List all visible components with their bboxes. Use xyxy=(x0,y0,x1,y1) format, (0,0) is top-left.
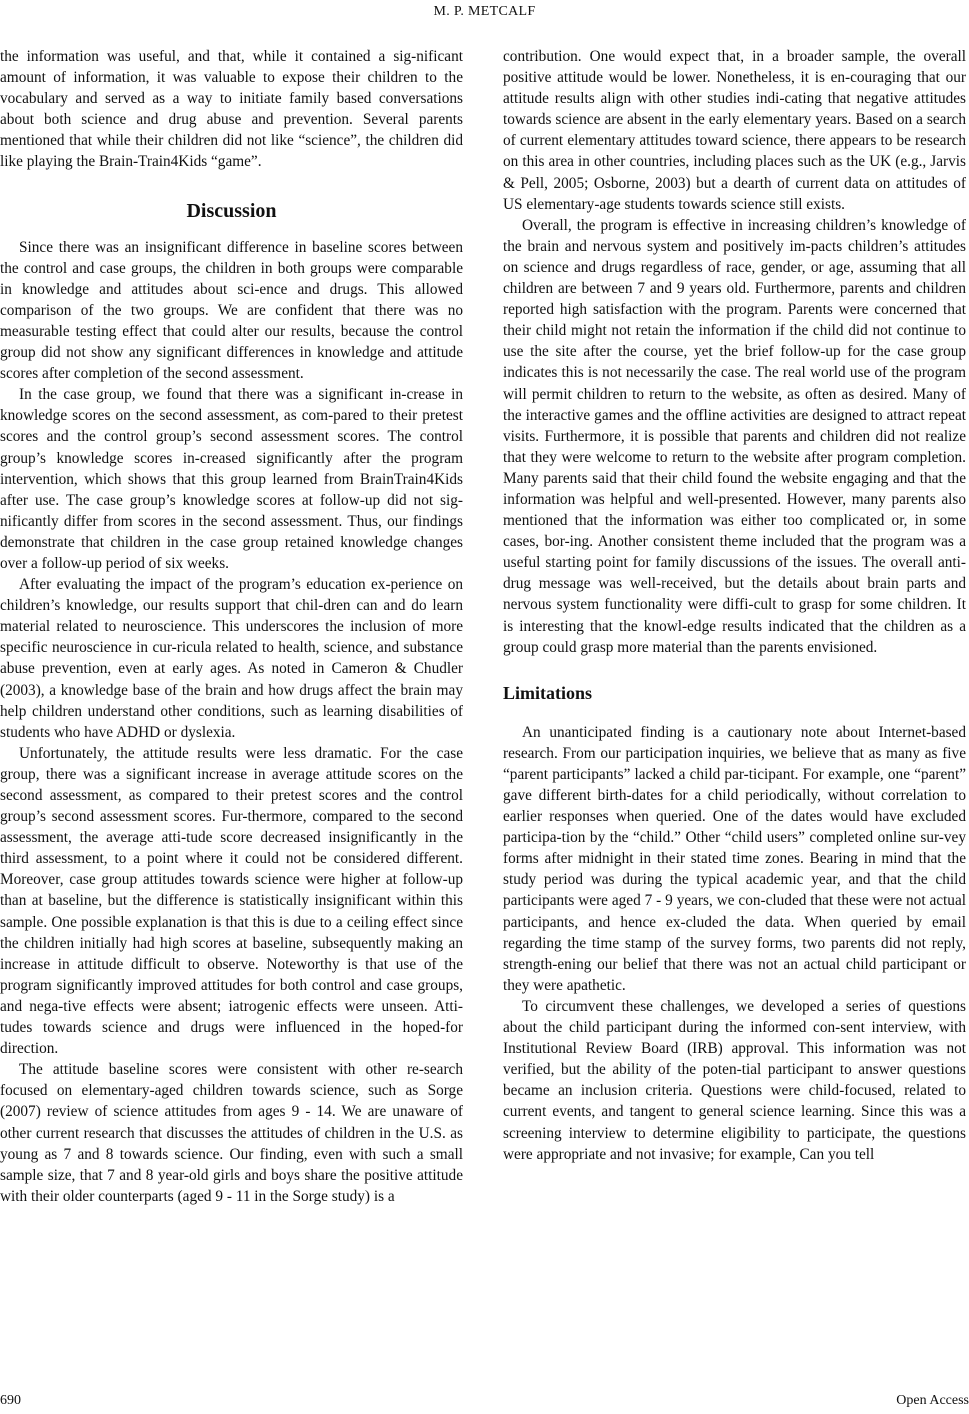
paragraph: After evaluating the impact of the program’s education ex-perience on children’s knowledge, our results support that chil-dren can and do learn material related to neuroscience. This underscores the inclusion of more specific neuroscience in cur-ricula related to health, science, and substance abuse prevention, even at early ages. As noted in Cameron & Chudler (2003), a knowledge base of the brain and how drugs affect the brain may help children understand other conditions, such as learning disabilities of students who have ADHD or dyslexia. xyxy=(0,576,463,741)
section-heading-limitations: Limitations xyxy=(503,682,593,703)
paragraph: The attitude baseline scores were consistent with other re-search focused on elementary-aged children towards science, such as Sorge (2007) review of science attitudes from ages 9 - 14. We are unaware of other current research that discusses the attitudes of children in the U.S. as young as 7 and 8 towards science. Our finding, even with such a small sample size, that 7 and 8 year-old girls and boys share the positive attitude with their older counterparts (aged 9 - 11 in the Sorge study) is a xyxy=(0,1061,463,1205)
right-column xyxy=(503,46,966,1165)
page-number: 690 xyxy=(0,1393,21,1408)
paragraph: Overall, the program is effective in increasing children’s knowledge of the brain and nervous system and positively im-pacts children’s attitudes on science and drugs regardless of race, gender, or age, assuming that all children are between 7 and 9 years old. Furthermore, parents and children reported high satisfaction with the program. Parents were concerned that their child might not retain the information if the child did not continue to use the site after the course, yet the brief follow-up for the case group indicates this is not necessarily the case. The real world use of the program will permit children to return to the website, as often as desired. Many of the interactive games and the offline activities are designed to attract repeat visits. Furthermore, it is possible that parents and children did not realize that they were welcome to return to the website after program completion. Many parents said that their child found the website engaging and that the information was helpful and well-presented. However, many parents also mentioned that the information was either too complicated or, in some cases, bor-ing. Another consistent theme included that the program was a useful starting point for family discussions of the issues. The overall anti-drug message was well-received, but the details about brain parts and nervous system functionality were diffi-cult to grasp for some children. It is interesting that the knowl-edge results indicated that the children as a group could grasp more material than the parents envisioned. xyxy=(503,216,966,656)
left-column xyxy=(0,46,463,1207)
paragraph: To circumvent these challenges, we developed a series of questions about the child participant during the informed con-sent interview, with Institutional Review Board (IRB) approval. This information was not verified, but the ability of the poten-tial participant to answer questions became an inclusion criteria. Questions were child-focused, related to current events, and tangent to general science learning. Since this was a screening interview to determine eligibility to participate, the questions were appropriate and not invasive; for example, Can you tell xyxy=(503,997,966,1163)
section-heading-discussion: Discussion xyxy=(186,199,277,222)
paragraph: Unfortunately, the attitude results were less dramatic. For the case group, there was a significant increase in average attitude scores on the second assessment, as compared to their pretest scores and the control group’s second assessment scores. Fur-thermore, compared to the second assessment, the average atti-tude score decreased insignificantly in the third assessment, to a point where it could not be considered different. Moreover, case group attitudes towards science were higher at follow-up than at baseline, but the difference is statistically insignificant within this sample. One possible explanation is that this is due to a ceiling effect since the children initially had high scores at baseline, subsequently making an increase in attitude difficult to observe. Noteworthy is that use of the program significantly improved attitudes for both control and case groups, and nega-tive effects were absent; iatrogenic effects were unseen. Atti-tudes towards science and drugs were influenced in the hoped-for direction. xyxy=(0,744,463,1058)
paragraph: Since there was an insignificant difference in baseline scores between the control and case groups, the children in both groups were comparable in knowledge and attitudes about sci-ence and drugs. This allowed comparison of the two groups. We are confident that there was no measurable testing effect that could alter our results, because the control group did not show any significant differences in knowledge and attitude scores after completion of the second assessment. xyxy=(0,238,463,383)
open-access-label: Open Access xyxy=(896,1393,969,1408)
paragraph-continuation: the information was useful, and that, while it contained a sig-nificant amount of information, it was valuable to expose their children to the vocabulary and served as a way to initiate family based conversations about both science and drug abuse and prevention. Several parents mentioned that while their children did not like “science”, the children did like playing the Brain-Train4Kids “game”. xyxy=(0,48,463,171)
paragraph-continuation: contribution. One would expect that, in a broader sample, the overall positive attitude would be lower. Nonetheless, it is en-couraging that our attitude results align with other studies indi-cating that negative attitudes towards science are absent in the early elementary years. Based on a search of current elementary attitudes toward science, there appears to be research on this area in other countries, including places such as the UK (e.g., Jarvis & Pell, 2005; Osborne, 2003) but a dearth of current data on attitudes of US elementary-age students towards science still exists. xyxy=(503,48,966,213)
paragraph: In the case group, we found that there was a significant in-crease in knowledge scores on the second assessment, as com-pared to their pretest scores and the control group’s second assessment scores. The control group’s knowledge scores in-creased significantly after the program intervention, which shows that this group learned from BrainTrain4Kids after use. The case group’s knowledge scores at follow-up did not sig-nificantly differ from scores in the second assessment. Thus, our findings demonstrate that children in the case group retained knowledge changes over a follow-up period of six weeks. xyxy=(0,386,463,572)
running-head: M. P. METCALF xyxy=(433,4,536,19)
paragraph: An unanticipated finding is a cautionary note about Internet-based research. From our participation inquiries, we believe that as many as five “parent participants” lacked a child par-ticipant. For example, one “parent” gave different birth-dates for a child periodically, without correlation to earlier responses when queried. One of the dates would have excluded participa-tion by the “child.” Other “child users” completed online sur-vey forms after midnight in their stated time zones. Bearing in mind that the study period was during the typical academic year, and that the child participants were aged 7 - 9 years, we con-cluded that these were not actual participants, and hence ex-cluded the data. When queried by email regarding the time stamp of the survey forms, two parents did not reply, strength-ening our belief that there was not an actual child participant or they were apathetic. xyxy=(503,723,966,994)
